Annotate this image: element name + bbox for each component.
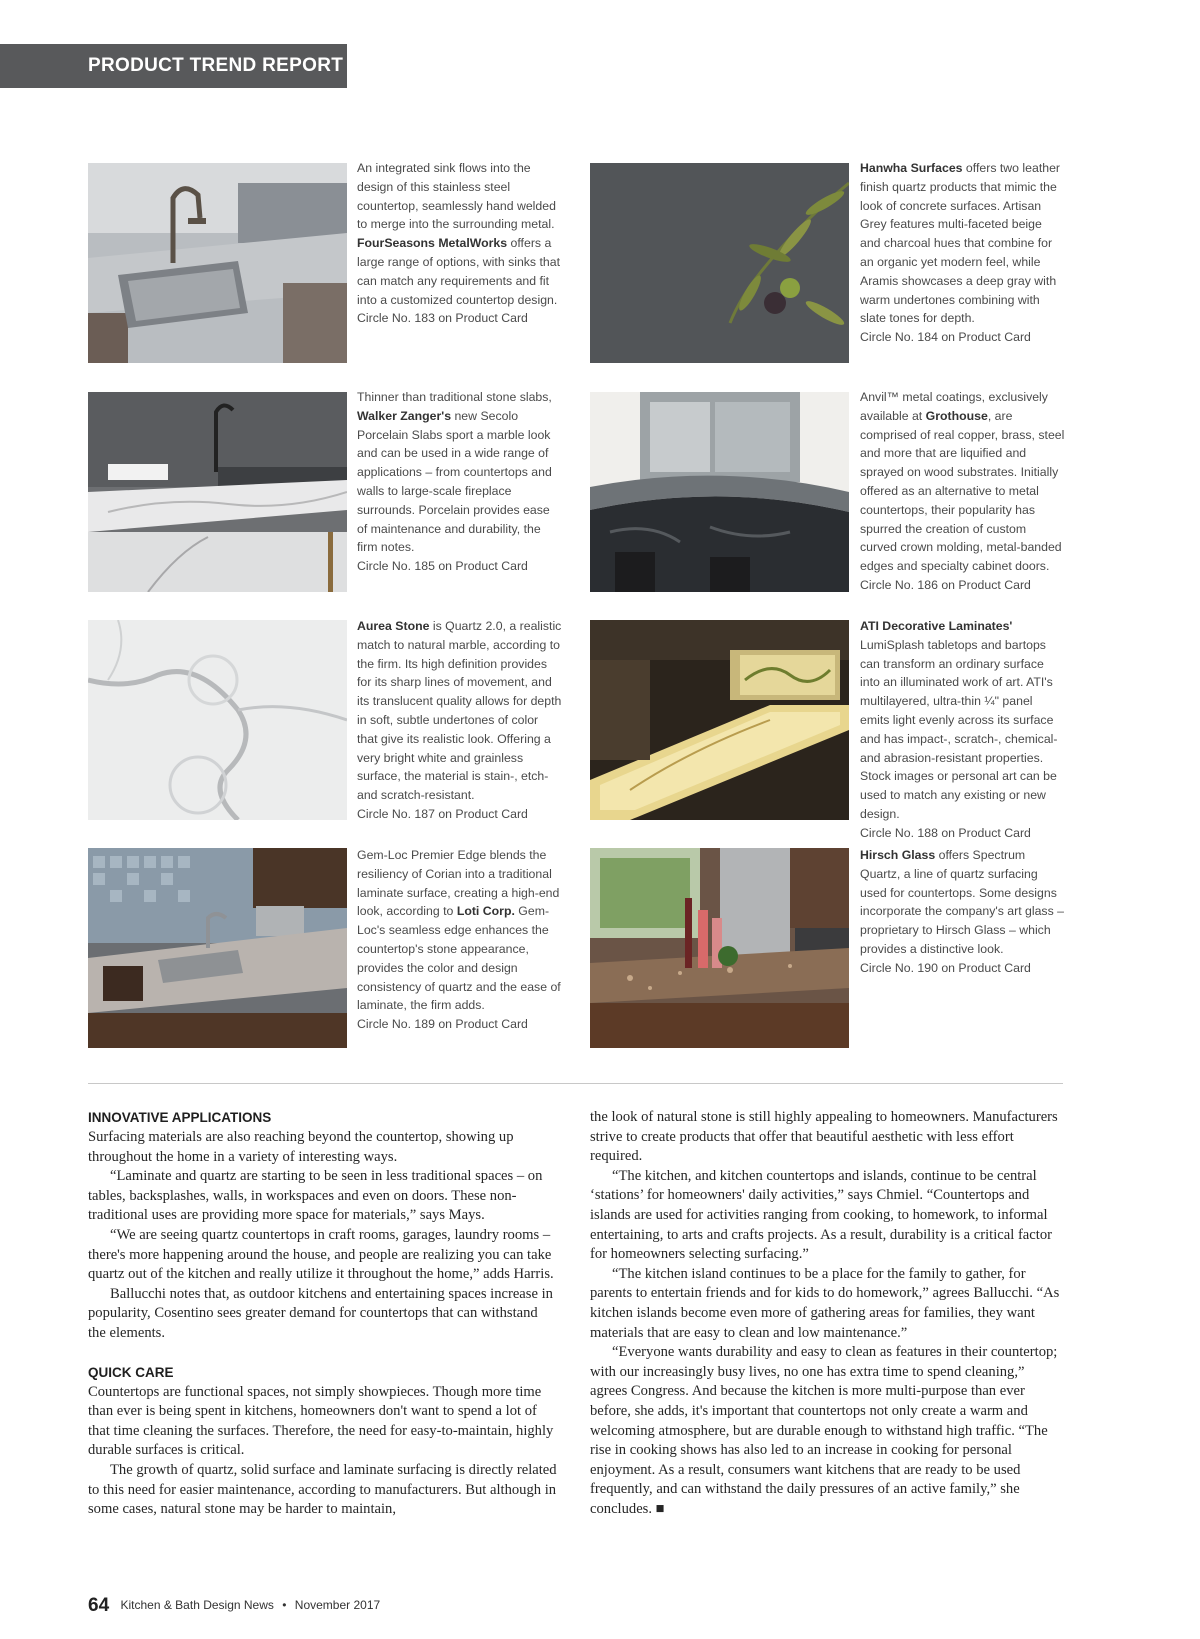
caption-grothouse: Anvil™ metal coatings, exclusively available at Grothouse, are comprised of real copper, brass, steel and more that are liquified and sprayed on wood substrates. Initially offered as an alternative to metal countertops, their popularity has spurred the creation of custom curved crown molding, metal-banded edges and specialty cabinet doors. Circle No. 186 on Product Card bbox=[860, 390, 1065, 592]
circle-number: Circle No. 185 on Product Card bbox=[357, 559, 528, 574]
paragraph: “Everyone wants durability and easy to clean as features in their countertop; with our increasingly busy lives, no one has extra time to spend cleaning,” agrees Congress. And because the kitchen is more multi-purpose than ever before, she adds, it's important that countertops not only create a warm and welcoming atmosphere, but are durable enough to withstand high traffic. “The rise in cooking shows has also led to an increase in cooking for personal enjoyment. As a result, consumers want kitchens that are ready to be used frequently, and can withstand the daily pressures of an active family,” she concludes. ■ bbox=[590, 1344, 1058, 1517]
section-banner: PRODUCT TREND REPORT bbox=[0, 44, 347, 88]
caption-hanwha: Hanwha Surfaces offers two leather finish quartz products that mimic the look of concrete surfaces. Artisan Grey features multi-faceted beige and charcoal hues that combine for an organic yet modern feel, while Aramis showcases a deep gray with warm undertones combining with slate tones for depth. Circle No. 184 on Product Card bbox=[860, 161, 1061, 345]
caption-walker-zanger: Thinner than traditional stone slabs, Walker Zanger's new Secolo Porcelain Slabs sport a marble look and can be used in a wide range of applications – from countertops and walls to large-scale fireplace surrounds. Porcelain provides ease of maintenance and durability, the firm notes. Circle No. 185 on Product Card bbox=[357, 390, 552, 574]
article-column-right bbox=[590, 1108, 1060, 1519]
paragraph: Countertops are functional spaces, not simply showpieces. Though more time than ever is being spent in kitchens, homeowners don't want to spend a lot of that time cleaning the surfaces. Therefore, the need for easy-to-maintain, highly durable surfaces is critical. bbox=[88, 1383, 554, 1459]
page-footer bbox=[88, 1595, 380, 1617]
circle-number: Circle No. 183 on Product Card bbox=[357, 311, 528, 326]
photo-grothouse-bar bbox=[590, 392, 849, 592]
circle-number: Circle No. 189 on Product Card bbox=[357, 1017, 528, 1032]
footer-separator: • bbox=[282, 1598, 287, 1612]
paragraph: “The kitchen, and kitchen countertops and islands, continue to be central ‘stations’ for homeowners' daily activities,” says Chmiel. “Countertops and islands are used for activities ranging from cooking, to homework, to informal entertaining, to arts and crafts projects. As a result, durability is a critical factor for homeowners selecting surfacing.” bbox=[590, 1167, 1052, 1263]
issue-date: November 2017 bbox=[294, 1598, 381, 1612]
paragraph: Ballucchi notes that, as outdoor kitchens and entertaining spaces increase in popularity, Cosentino sees greater demand for countertops that can withstand the elements. bbox=[88, 1285, 553, 1341]
circle-number: Circle No. 184 on Product Card bbox=[860, 330, 1031, 345]
article-column-left bbox=[88, 1108, 558, 1520]
circle-number: Circle No. 186 on Product Card bbox=[860, 577, 1031, 592]
circle-number: Circle No. 190 on Product Card bbox=[860, 960, 1031, 975]
photo-hirsch-glass bbox=[590, 848, 849, 1048]
photo-walker-zanger-porcelain bbox=[88, 392, 347, 592]
circle-number: Circle No. 188 on Product Card bbox=[860, 825, 1031, 840]
paragraph: “The kitchen island continues to be a place for the family to gather, for parents to entertain friends and for kids to do homework,” agrees Ballucchi. “As kitchen islands become even more of gathering areas for families, they want materials that are easy to clean and low maintenance.” bbox=[590, 1265, 1060, 1341]
photo-aurea-stone bbox=[88, 620, 347, 820]
heading-quick-care: QUICK CARE bbox=[88, 1364, 174, 1380]
paragraph: “Laminate and quartz are starting to be seen in less traditional spaces – on tables, backsplashes, walls, in workspaces and even on doors. These non-traditional uses are providing more space for materials,” says Mays. bbox=[88, 1168, 543, 1224]
paragraph: the look of natural stone is still highly appealing to homeowners. Manufacturers strive to create products that offer that beautiful aesthetic with less effort required. bbox=[590, 1109, 1058, 1165]
paragraph: “We are seeing quartz countertops in craft rooms, garages, laundry rooms – there's more happening around the house, and people are realizing you can take quartz out of the kitchen and really utilize it throughout the home,” adds Harris. bbox=[88, 1226, 554, 1283]
caption-ati: ATI Decorative Laminates' LumiSplash tabletops and bartops can transform an ordinary surface into an illuminated work of art. ATI's multilayered, ultra-thin ¼" panel emits light evenly across its surface and has impact-, scratch-, chemical- and abrasion-resistant properties. Stock images or personal art can be used to match any existing or new design. Circle No. 188 on Product Card bbox=[860, 619, 1058, 840]
paragraph: Surfacing materials are also reaching beyond the countertop, showing up throughout the home in a variety of interesting ways. bbox=[88, 1129, 514, 1165]
page-number: 64 bbox=[88, 1595, 110, 1616]
heading-innovative-applications: INNOVATIVE APPLICATIONS bbox=[88, 1110, 272, 1125]
photo-stainless-sink bbox=[88, 163, 347, 363]
caption-aurea-stone: Aurea Stone is Quartz 2.0, a realistic match to natural marble, according to the firm. Its high definition provides for its sharp lines of movement, and its translucent quality allows for depth in soft, subtle undertones of color that give its realistic look. Offering a very bright white and grainless surface, the material is stain-, etch- and scratch-resistant. Circle No. 187 on Product Card bbox=[357, 619, 562, 821]
paragraph: The growth of quartz, solid surface and laminate surfacing is directly related to this need for easier maintenance, according to manufacturers. But although in some cases, natural stone may be harder to maintain, bbox=[88, 1461, 557, 1518]
publication-name: Kitchen & Bath Design News bbox=[120, 1598, 274, 1612]
circle-number: Circle No. 187 on Product Card bbox=[357, 806, 528, 821]
photo-hanwha-quartz bbox=[590, 163, 849, 363]
photo-loti-gemloc bbox=[88, 848, 347, 1048]
caption-loti: Gem-Loc Premier Edge blends the resiliency of Corian into a traditional laminate surface, creating a high-end look, according to Loti Corp. Gem-Loc's seamless edge enhances the countertop's stone appearance, provides the color and design consistency of quartz and the ease of laminate, the firm adds. Circle No. 189 on Product Card bbox=[357, 848, 561, 1032]
photo-ati-lumisplash bbox=[590, 620, 849, 820]
caption-hirsch: Hirsch Glass offers Spectrum Quartz, a line of quartz surfacing used for countertops. Some designs incorporate the company's art glass – proprietary to Hirsch Glass – which provides a distinctive look. Circle No. 190 on Product Card bbox=[860, 848, 1064, 975]
section-divider bbox=[88, 1083, 1063, 1084]
caption-fourseasons: An integrated sink flows into the design of this stainless steel countertop, seamlessly hand welded to merge into the surrounding metal. FourSeasons MetalWorks offers a large range of options, with sinks that can match any requirements and fit into a customized countertop design. Circle No. 183 on Product Card bbox=[357, 161, 561, 326]
